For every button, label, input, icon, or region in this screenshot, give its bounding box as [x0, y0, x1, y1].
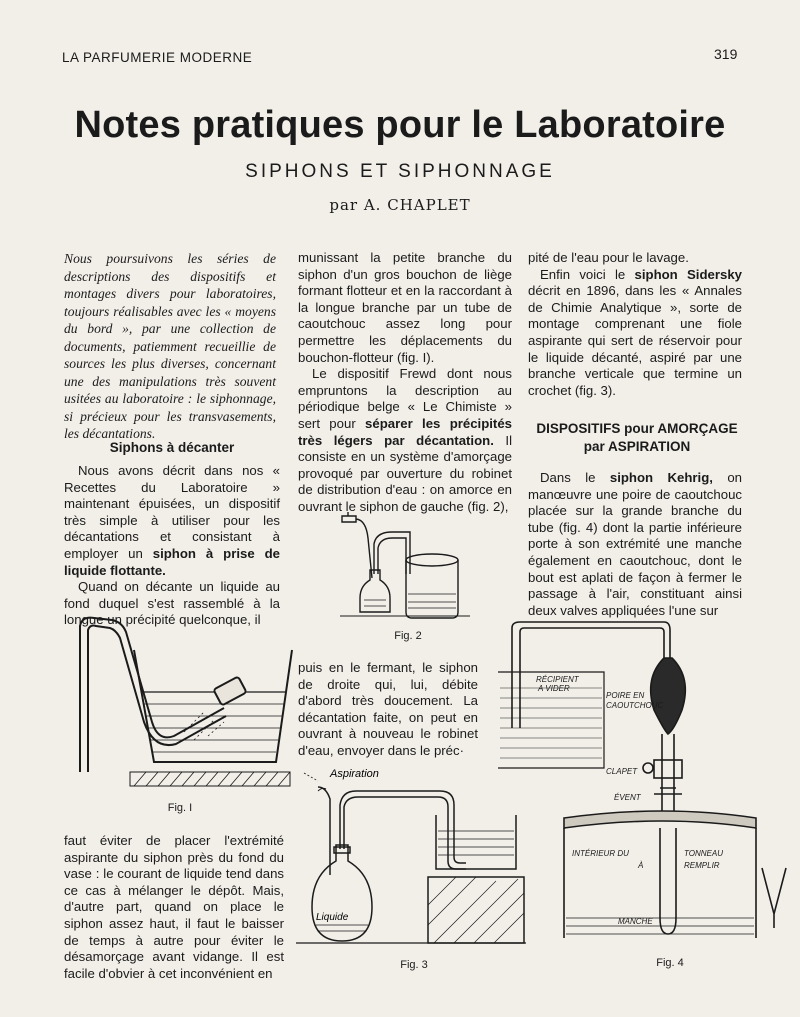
paragraph: pité de l'eau pour le lavage. — [528, 250, 689, 265]
column-2-continued-text: puis en le fermant, le siphon de droite qui, lui, débite d'abord très doucement. La décantation faite, on peut en ouvrant à nouveau le robinet d'eau, envoyer dans le préc· — [298, 660, 478, 758]
running-header: LA PARFUMERIE MODERNE — [62, 50, 253, 65]
fig4-label-a-vider: A VIDER — [538, 684, 570, 693]
section-heading-dispositifs-amorcage — [524, 420, 750, 456]
fig1-siphon-flottant-illustration — [64, 612, 294, 792]
paragraph-text: décrit en 1896, dans les « Annales de Chimie Analytique », sorte de montage comprenant une fiole aspirante qui sert de réservoir pour le liquide décanté, aspiré par une branche verticale que termine un crochet (fig. 3). — [528, 283, 742, 398]
paragraph-text: on manœuvre une poire de caoutchouc placée sur la grande branche du tube (fig. 4) dont la partie inférieure porte à son extrémité une manche également en caoutchouc, dont le bout est aplati de façon à fermer le passage à l'air, constituant ainsi deux valves appliquées l'une sur — [528, 470, 742, 618]
paragraph — [528, 267, 742, 400]
paragraph-text: Il consiste en un système d'amorçage provoqué par ouverture du robinet de distribution d'eau : on amorce en ouvrant le siphon de gauche (fig. 2), — [298, 432, 512, 514]
paragraph-emphasis: séparer les précipités très légers par décantation. — [298, 415, 512, 448]
paragraph-emphasis: siphon Sidersky — [634, 266, 742, 282]
fig2-caption: Fig. 2 — [394, 630, 422, 642]
article-title: Notes pratiques pour le Laboratoire — [74, 104, 726, 146]
paragraph-text: Le dispositif Frewd dont nous empruntons la description au périodique belge « Le Chimiste » sert pour — [298, 366, 512, 431]
paragraph-emphasis: siphon à prise de liquide flottante. — [64, 545, 280, 578]
fig4-label-interieur: INTÉRIEUR DU — [572, 849, 629, 858]
fig4-label-recipient: RÉCIPIENT — [536, 675, 579, 684]
page-number: 319 — [714, 46, 738, 62]
paragraph: Quand on décante un liquide au fond duquel s'est rassemblé à la longue un précipité quelconque, il — [64, 579, 280, 628]
fig4-label-caoutchouc: CAOUTCHOUC — [606, 701, 664, 710]
fig4-label-a: À — [638, 861, 644, 870]
fig4-caption: Fig. 4 — [656, 957, 684, 969]
paragraph-text: Dans le — [540, 470, 596, 485]
paragraph — [528, 470, 742, 619]
fig1-caption: Fig. I — [167, 802, 193, 814]
paragraph-text: Enfin voici le — [540, 266, 626, 282]
fig4-siphon-kehrig-illustration — [494, 618, 794, 948]
paragraph — [298, 366, 512, 515]
intro-paragraph: Nous poursuivons les séries de descriptions des dispositifs et montages divers pour laboratoires, toujours réalisables avec les « moyens du bord », par une collection de documents, patiemment recueillie de sources les plus diverses, concernant une des manipulations très souvent usitées au laboratoire : le siphonnage, si précieux pour les transvasements, les décantations. — [64, 251, 276, 441]
column-3-text — [528, 250, 742, 399]
fig2-dispositif-frewd-illustration — [330, 508, 480, 623]
section-heading-line: par ASPIRATION — [583, 439, 691, 454]
article-subtitle: SIPHONS ET SIPHONNAGE — [245, 161, 555, 182]
column-2-text — [298, 250, 512, 516]
paragraph-emphasis: siphon Kehrig, — [609, 470, 713, 485]
section-heading-line: DISPOSITIFS pour AMORÇAGE — [536, 421, 738, 436]
fig4-label-event: ÉVENT — [614, 793, 641, 802]
fig3-caption: Fig. 3 — [400, 959, 428, 971]
column-1-continued-text: faut éviter de placer l'extrémité aspirante du siphon près du fond du vase : le courant de liquide tend dans ce cas à mélanger le dépôt. Mais, d'autre part, quand on place le siphon assez haut, il faut le baisser de temps à autre pour éviter le désamorçage avant vidange. Il est facile d'obvier à cet inconvénient en — [64, 833, 284, 981]
fig3-siphon-sidersky-illustration — [296, 765, 526, 955]
section-heading-siphons-a-decanter: Siphons à décanter — [109, 440, 235, 455]
column-1-text — [64, 463, 280, 629]
column-3-continued-text — [528, 470, 742, 619]
paragraph: munissant la petite branche du siphon d'un gros bouchon de liège formant flotteur et en la raccordant à la longue branche par un tube de caoutchouc assez long pour permettre les déplacements du bouchon-flotteur (fig. I). — [298, 250, 512, 365]
fig3-label-aspiration: Aspiration — [330, 768, 379, 780]
paragraph — [64, 463, 280, 579]
fig4-label-manche: MANCHE — [618, 917, 653, 926]
fig4-label-poire: POIRE EN — [606, 691, 645, 700]
fig4-label-tonneau: TONNEAU — [684, 849, 723, 858]
fig3-label-liquide: Liquide — [316, 912, 349, 923]
fig4-label-clapet: CLAPET — [606, 767, 638, 776]
fig4-label-remplir: REMPLIR — [684, 861, 720, 870]
byline: par A. CHAPLET — [329, 196, 471, 214]
paragraph-text: Nous avons décrit dans nos « Recettes du Laboratoire » maintenant épuisées, un dispositif très simple à utiliser pour les décantations et consistant à employer un — [64, 463, 280, 561]
